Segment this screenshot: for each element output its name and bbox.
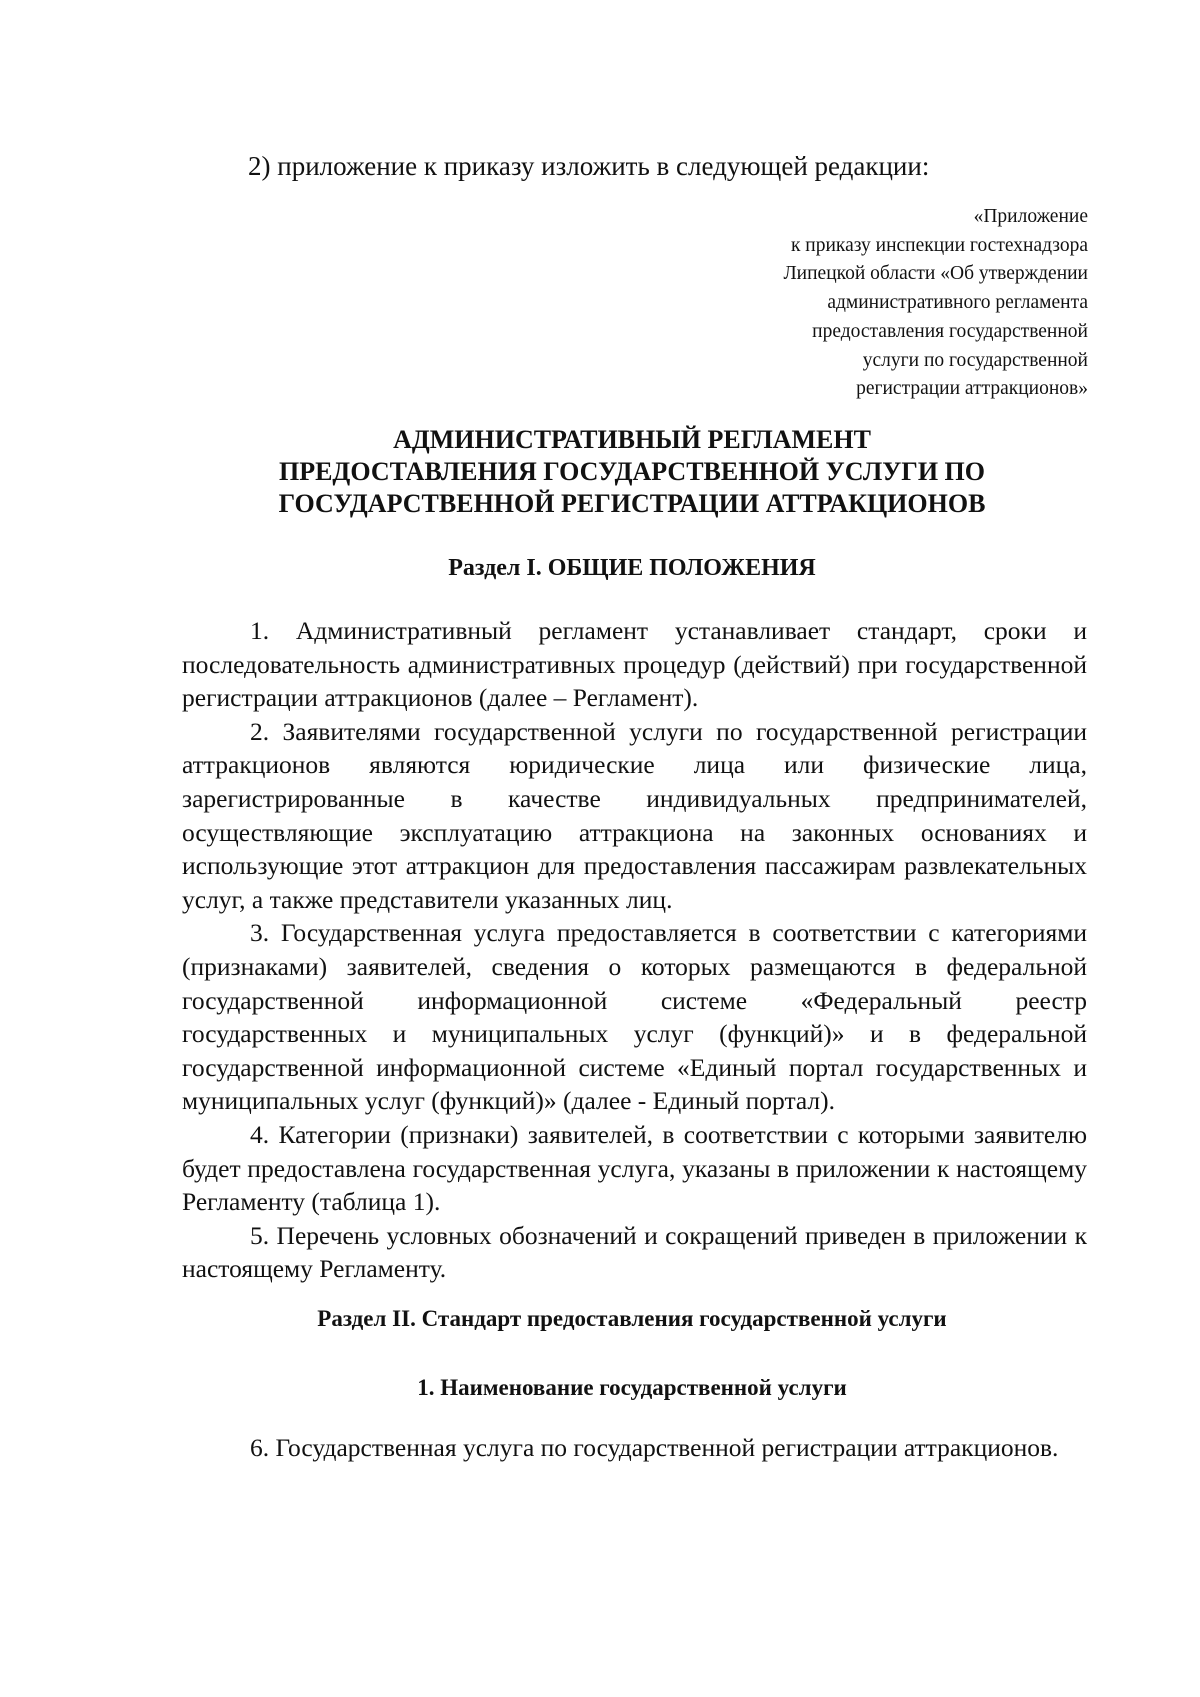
subsection-1-heading: 1. Наименование государственной услуги <box>417 1375 847 1400</box>
title-line: ГОСУДАРСТВЕННОЙ РЕГИСТРАЦИИ АТТРАКЦИОНОВ <box>278 489 986 518</box>
intro-line: 2) приложение к приказу изложить в следующей редакции: <box>248 151 930 181</box>
appendix-line: административного регламента <box>827 292 1088 314</box>
document-title <box>182 424 1082 520</box>
paragraph-1: 1. Административный регламент устанавливает стандарт, сроки и последовательность административных процедур (действий) при государственной регистрации аттракционов (далее – Регламент). <box>182 616 1087 713</box>
paragraph-6: 6. Государственная услуга по государственной регистрации аттракционов. <box>250 1433 1059 1462</box>
paragraph-2: 2. Заявителями государственной услуги по государственной регистрации аттракционов являются юридические лица или физические лица, зарегистрированные в качестве индивидуальных предпринимателей, осуществляющие эксплуатацию аттракциона на законных основаниях и использующие этот аттракцион для предоставления пассажирам развлекательных услуг, а также представители указанных лиц. <box>182 716 1087 914</box>
section-1-body <box>182 614 1087 1286</box>
appendix-line: услуги по государственной <box>862 349 1088 371</box>
appendix-line: предоставления государственной <box>812 320 1088 342</box>
paragraph-3: 3. Государственная услуга предоставляется в соответствии с категориями (признаками) заявителей, сведения о которых размещаются в федеральной государственной информационной системе «Федеральный реестр государственных и муниципальных услуг (функций)» и в федеральной государственной информационной системе «Единый портал государственных и муниципальных услуг (функций)» (далее - Единый портал). <box>182 918 1087 1116</box>
section-2-body <box>182 1431 1087 1465</box>
paragraph-5: 5. Перечень условных обозначений и сокращений приведен в приложении к настоящему Регламенту. <box>182 1220 1087 1284</box>
appendix-caption <box>588 203 1088 404</box>
appendix-line: Липецкой области «Об утверждении <box>783 263 1088 285</box>
title-line: АДМИНИСТРАТИВНЫЙ РЕГЛАМЕНТ <box>393 425 871 454</box>
appendix-line: «Приложение <box>973 206 1088 227</box>
title-line: ПРЕДОСТАВЛЕНИЯ ГОСУДАРСТВЕННОЙ УСЛУГИ ПО <box>278 457 986 486</box>
appendix-line: регистрации аттракционов» <box>856 378 1088 400</box>
appendix-line: к приказу инспекции гостехнадзора <box>790 234 1088 256</box>
section-1-heading: Раздел I. ОБЩИЕ ПОЛОЖЕНИЯ <box>448 555 816 581</box>
paragraph-4: 4. Категории (признаки) заявителей, в соответствии с которыми заявителю будет предоставлена государственная услуга, указаны в приложении к настоящему Регламенту (таблица 1). <box>182 1119 1087 1217</box>
section-2-heading: Раздел II. Стандарт предоставления государственной услуги <box>317 1306 947 1331</box>
